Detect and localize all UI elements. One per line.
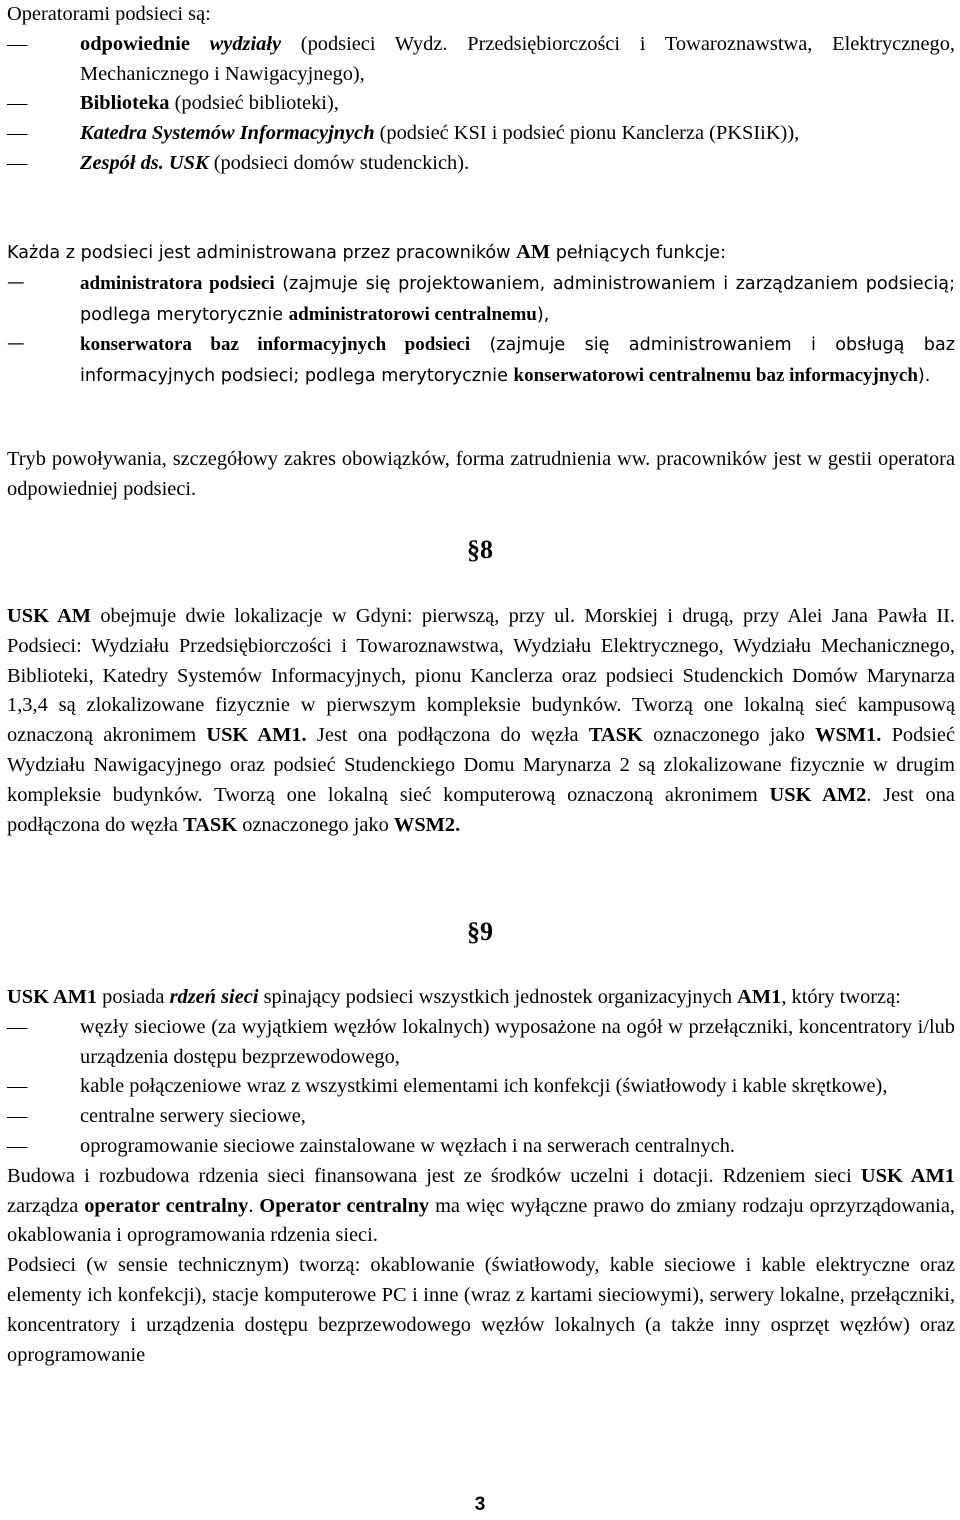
item-text: (podsieć KSI i podsieć pionu Kanclerza (PKSIiK)), [374, 122, 800, 145]
paragraph-text: . [248, 1194, 260, 1217]
acronym: USK AM [7, 605, 92, 627]
lead-text: Każda z podsieci jest administrowana przez pracowników [7, 243, 517, 263]
administration-block [7, 238, 955, 392]
item-emph: wydziały [209, 32, 282, 55]
paragraph-text: oznaczonego jako [642, 724, 816, 747]
function-desc: (zajmuje się administrowaniem i obsługą baz informacyjnych podsieci; podlega merytorycznie [80, 335, 955, 387]
paragraph-text: , który tworzą: [781, 986, 901, 1008]
function-desc: ), [536, 304, 550, 325]
operators-heading: Operatorami podsieci są: [7, 3, 211, 25]
list-item: — centralne serwery sieciowe, [7, 1102, 955, 1132]
operator-term: Operator centralny [259, 1194, 430, 1217]
acronym: AM1 [737, 986, 782, 1008]
function-ref: konserwatorowi centralnemu baz informacyjnych [513, 365, 918, 387]
list-item [7, 119, 955, 149]
list-item [7, 149, 955, 179]
paragraph-text: zarządza [7, 1194, 85, 1217]
paragraph-text: ma więc wyłączne prawo do zmiany rodzaju oprzyrządowania, okablowania i oprogramowania rdzenia sieci. [7, 1194, 955, 1247]
list-item: — węzły sieciowe (za wyjątkiem węzłów lokalnych) wyposażone na ogół w przełączniki, koncentratory i/lub urządzenia dostępu bezprzewodowego, [7, 1013, 955, 1073]
paragraph-text: spinający podsieci wszystkich jednostek organizacyjnych [258, 986, 738, 1008]
paragraph-text: Jest ona podłączona do węzła [306, 724, 589, 747]
paragraph-text: oznaczonego jako [237, 813, 394, 836]
section-9-body [7, 983, 955, 1370]
section-8-paragraph [7, 602, 955, 840]
paragraph-text: Budowa i rozbudowa rdzenia sieci finansowana jest ze środków uczelni i dotacji. Rdzeniem sieci [7, 1164, 861, 1187]
acronym: WSM2. [393, 813, 461, 836]
page-number: 3 [474, 1494, 486, 1515]
item-text: (podsieci domów studenckich). [208, 151, 470, 174]
core-management-paragraph [7, 1162, 955, 1251]
item-emph: Biblioteka [80, 92, 170, 115]
acronym: USK AM2 [769, 783, 867, 806]
acronym: WSM1. [815, 724, 882, 747]
function-title: administratora podsieci [80, 272, 275, 294]
section-heading-9: §9 [467, 917, 493, 946]
function-desc: ). [917, 366, 931, 387]
list-item [7, 30, 955, 90]
item-emph: Zespół ds. USK [80, 151, 209, 174]
paragraph-text: posiada [97, 986, 170, 1008]
appointment-paragraph: Tryb powoływania, szczegółowy zakres obowiązków, forma zatrudnienia ww. pracowników jest w gestii operatora odpowiedniej podsieci. [7, 448, 955, 500]
function-title: konserwatora baz informacyjnych podsieci [80, 334, 471, 356]
item-emph: Katedra Systemów Informacyjnych [80, 122, 375, 145]
operator-term: operator centralny [84, 1194, 249, 1217]
item-text: (podsieć biblioteki), [169, 92, 339, 115]
section-heading-8: §8 [467, 535, 493, 564]
section-9-intro [7, 983, 955, 1013]
function-ref: administratorowi centralnemu [288, 303, 537, 325]
list-item [7, 89, 955, 119]
item-text: odpowiednie [80, 32, 210, 55]
acronym: USK AM1. [206, 724, 307, 747]
lead-text: pełniących funkcje: [550, 243, 727, 263]
subnet-definition-paragraph: Podsieci (w sensie technicznym) tworzą: okablowanie (światłowody, kable sieciowe i kable elektryczne oraz elementy ich konfekcji), stacje komputerowe PC i inne (wraz z kartami sieciowymi), serwery lokalne, przełączniki, koncentratory i urządzenia dostępu bezprzewodowego węzłów lokalnych (a także inny osprzęt węzłów) oraz oprogramowanie [7, 1254, 955, 1366]
paragraph-text: obejmuje dwie lokalizacje w Gdyni: pierwszą, przy ul. Morskiej i drugą, przy Alei Jana Pawła II. Podsieci: Wydziału Przedsiębiorczości i Towaroznawstwa, Wydziału Elektrycznego, Wydziału Mechanicznego, Biblioteki, Katedry Systemów Informacyjnych, pionu Kanclerza oraz podsieci Studenckich Domów Marynarza 1,3,4 są zlokalizowane fizycznie w pierwszym kompleksie budynków. Tworzą one lokalną sieć kampusową oznaczoną akronimem [7, 605, 956, 747]
section-8-body [7, 602, 955, 840]
paragraph-text: . Jest ona podłączona do węzła [7, 783, 955, 836]
core-term: rdzeń sieci [169, 986, 259, 1008]
acronym: TASK [183, 813, 238, 836]
operators-list [7, 30, 955, 179]
administration-lead [7, 238, 955, 269]
functions-list [7, 269, 955, 392]
core-components-list [7, 1013, 955, 1162]
list-item [7, 330, 955, 392]
function-desc: (zajmuje się projektowaniem, administrowaniem i zarządzaniem podsiecią; podlega merytorycznie [80, 273, 955, 325]
operators-block [7, 0, 955, 179]
acronym: USK AM1 [860, 1164, 955, 1187]
lead-am: AM [516, 241, 551, 263]
paragraph-text: Podsieć Wydziału Nawigacyjnego oraz podsieć Studenckiego Domu Marynarza 2 są zlokalizowane fizycznie w drugim kompleksie budynków. Tworzą one lokalną sieć komputerową oznaczoną akronimem [7, 724, 956, 806]
appointment-block [7, 445, 955, 505]
acronym: USK AM1 [7, 986, 98, 1008]
list-item [7, 269, 955, 331]
acronym: TASK [588, 724, 643, 747]
item-text: (podsieci Wydz. Przedsiębiorczości i Towaroznawstwa, Elektrycznego, Mechanicznego i Nawigacyjnego), [80, 32, 955, 85]
list-item: — kable połączeniowe wraz z wszystkimi elementami ich konfekcji (światłowody i kable skrętkowe), [7, 1072, 955, 1102]
list-item: — oprogramowanie sieciowe zainstalowane w węzłach i na serwerach centralnych. [7, 1132, 955, 1162]
